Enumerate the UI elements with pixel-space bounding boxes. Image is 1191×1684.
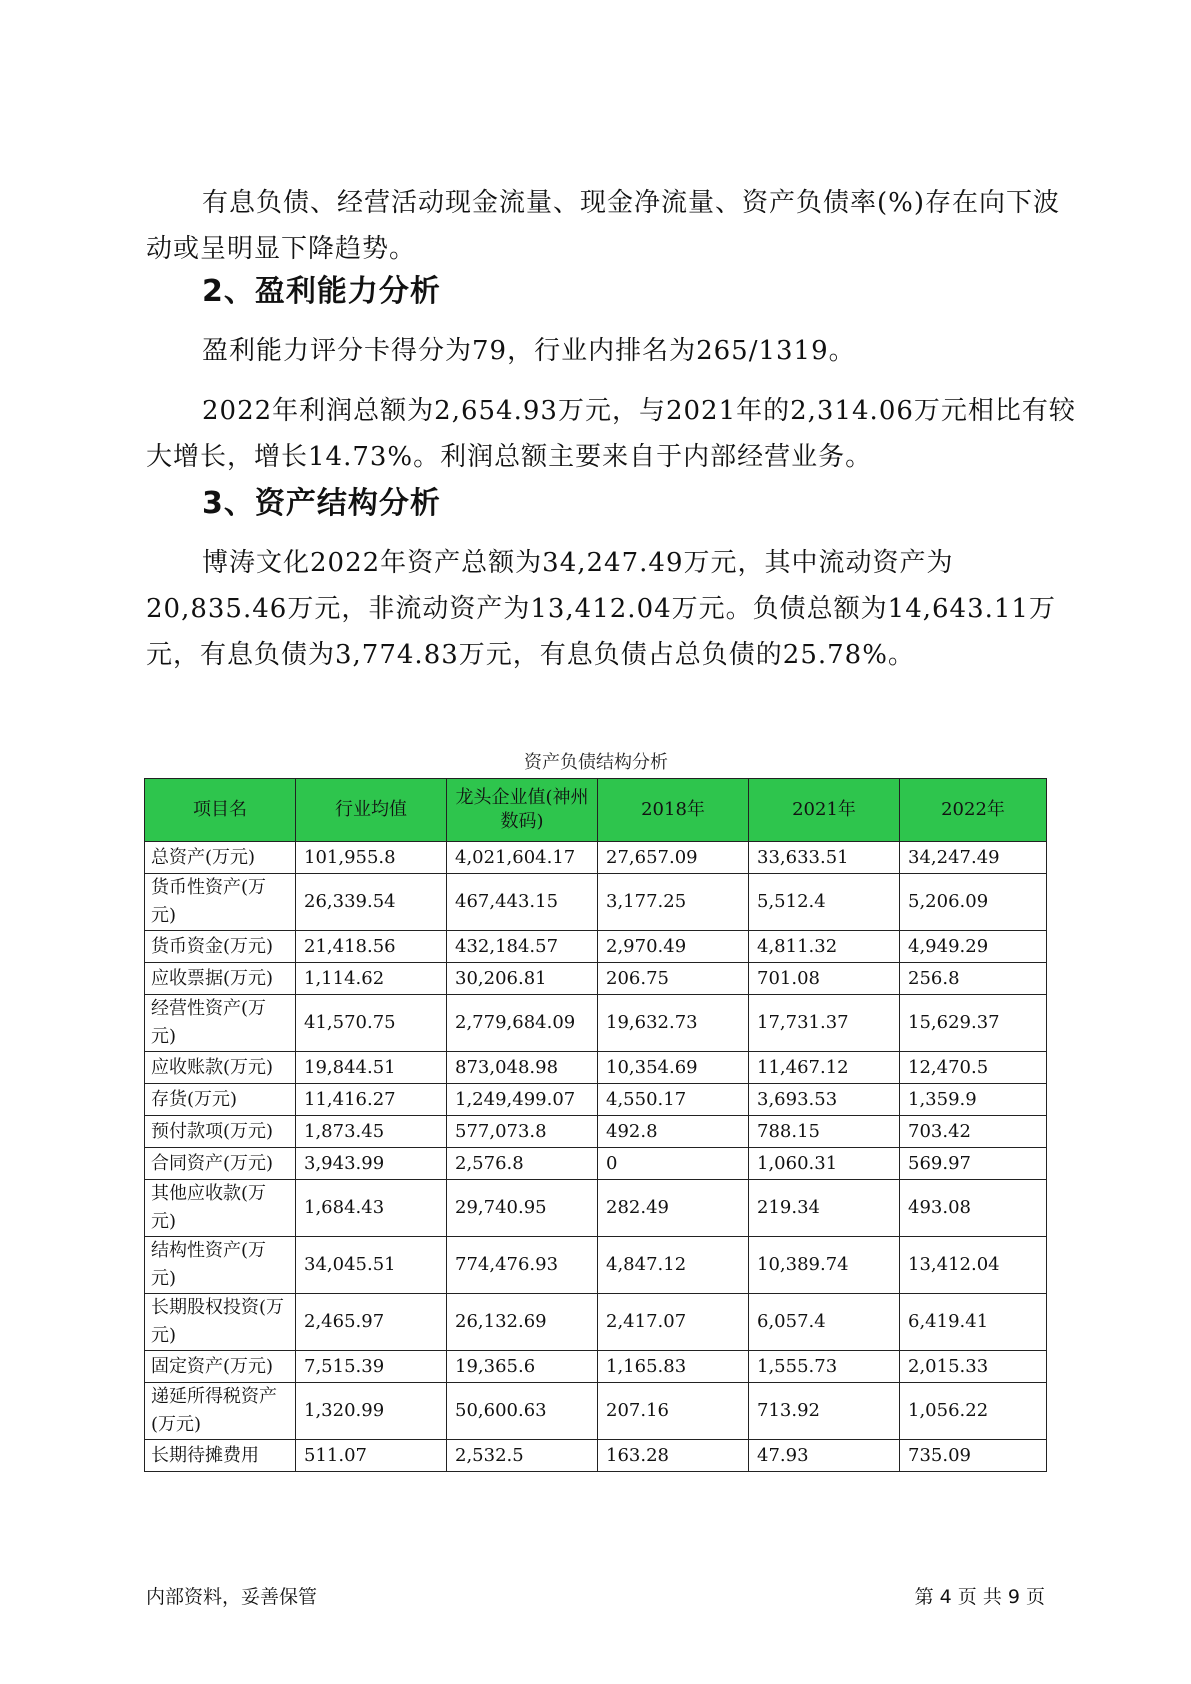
value-cell: 5,512.4 [749,874,900,931]
value-cell: 10,389.74 [749,1237,900,1294]
value-cell: 713.92 [749,1383,900,1440]
footer-confidential: 内部资料，妥善保管 [146,1586,318,1608]
value-cell: 2,576.8 [447,1148,598,1180]
table-row [145,1084,1047,1116]
row-label-cell: 应收账款(万元) [145,1052,296,1084]
value-cell: 1,060.31 [749,1148,900,1180]
value-cell: 701.08 [749,963,900,995]
heading-asset-structure: 3、资产结构分析 [202,486,441,521]
value-cell: 577,073.8 [447,1116,598,1148]
table-row [145,1180,1047,1237]
row-label-cell: 长期待摊费用 [145,1440,296,1472]
footer-page-number: 第 4 页 共 9 页 [914,1586,1045,1608]
value-cell: 2,532.5 [447,1440,598,1472]
value-cell: 17,731.37 [749,995,900,1052]
value-cell: 492.8 [598,1116,749,1148]
value-cell: 2,970.49 [598,931,749,963]
value-cell: 1,056.22 [900,1383,1047,1440]
value-cell: 27,657.09 [598,842,749,874]
value-cell: 30,206.81 [447,963,598,995]
value-cell: 15,629.37 [900,995,1047,1052]
value-cell: 3,943.99 [296,1148,447,1180]
value-cell: 6,419.41 [900,1294,1047,1351]
value-cell: 1,114.62 [296,963,447,995]
value-cell: 0 [598,1148,749,1180]
value-cell: 13,412.04 [900,1237,1047,1294]
value-cell: 873,048.98 [447,1052,598,1084]
value-cell: 735.09 [900,1440,1047,1472]
value-cell: 511.07 [296,1440,447,1472]
value-cell: 432,184.57 [447,931,598,963]
value-cell: 26,132.69 [447,1294,598,1351]
value-cell: 4,847.12 [598,1237,749,1294]
table-row [145,1440,1047,1472]
table-row [145,842,1047,874]
value-cell: 21,418.56 [296,931,447,963]
row-label-cell: 固定资产(万元) [145,1351,296,1383]
value-cell: 1,873.45 [296,1116,447,1148]
value-cell: 1,249,499.07 [447,1084,598,1116]
value-cell: 4,021,604.17 [447,842,598,874]
value-cell: 34,247.49 [900,842,1047,874]
value-cell: 256.8 [900,963,1047,995]
value-cell: 493.08 [900,1180,1047,1237]
value-cell: 7,515.39 [296,1351,447,1383]
paragraph-asset-summary: 博涛文化2022年资产总额为34,247.49万元，其中流动资产为20,835.46万元，非流动资产为13,412.04万元。负债总额为14,643.11万元，有息负债为3,774.83万元，有息负债占总负债的25.78%。 [146,548,1056,670]
value-cell: 19,632.73 [598,995,749,1052]
value-cell: 2,465.97 [296,1294,447,1351]
table-row [145,1383,1047,1440]
table-row [145,1116,1047,1148]
value-cell: 2,015.33 [900,1351,1047,1383]
row-label-cell: 结构性资产(万元) [145,1237,296,1294]
row-label-cell: 货币性资产(万元) [145,874,296,931]
value-cell: 5,206.09 [900,874,1047,931]
value-cell: 163.28 [598,1440,749,1472]
value-cell: 1,165.83 [598,1351,749,1383]
header-2021: 2021年 [749,779,900,842]
value-cell: 569.97 [900,1148,1047,1180]
asset-liability-table [144,778,1047,1472]
value-cell: 788.15 [749,1116,900,1148]
value-cell: 4,811.32 [749,931,900,963]
value-cell: 4,550.17 [598,1084,749,1116]
value-cell: 10,354.69 [598,1052,749,1084]
row-label-cell: 合同资产(万元) [145,1148,296,1180]
value-cell: 207.16 [598,1383,749,1440]
paragraph-interest-debt: 有息负债、经营活动现金流量、现金净流量、资产负债率(%)存在向下波动或呈明显下降趋势。 [146,188,1060,264]
value-cell: 3,177.25 [598,874,749,931]
value-cell: 33,633.51 [749,842,900,874]
value-cell: 774,476.93 [447,1237,598,1294]
table-row [145,1351,1047,1383]
value-cell: 11,467.12 [749,1052,900,1084]
value-cell: 1,359.9 [900,1084,1047,1116]
paragraph-profit-score: 盈利能力评分卡得分为79，行业内排名为265/1319。 [202,336,856,366]
value-cell: 41,570.75 [296,995,447,1052]
table-row [145,963,1047,995]
value-cell: 1,684.43 [296,1180,447,1237]
table-header-row [145,779,1047,842]
header-industry-avg: 行业均值 [296,779,447,842]
header-2022: 2022年 [900,779,1047,842]
table-row [145,874,1047,931]
table-row [145,1237,1047,1294]
value-cell: 19,844.51 [296,1052,447,1084]
value-cell: 34,045.51 [296,1237,447,1294]
row-label-cell: 预付款项(万元) [145,1116,296,1148]
value-cell: 19,365.6 [447,1351,598,1383]
heading-profitability: 2、盈利能力分析 [202,274,441,309]
value-cell: 3,693.53 [749,1084,900,1116]
table-caption: 资产负债结构分析 [524,752,668,773]
value-cell: 26,339.54 [296,874,447,931]
row-label-cell: 货币资金(万元) [145,931,296,963]
value-cell: 101,955.8 [296,842,447,874]
table-row [145,995,1047,1052]
header-2018: 2018年 [598,779,749,842]
header-leader-value: 龙头企业值(神州数码) [447,779,598,842]
value-cell: 11,416.27 [296,1084,447,1116]
value-cell: 219.34 [749,1180,900,1237]
value-cell: 1,320.99 [296,1383,447,1440]
header-item-name: 项目名 [145,779,296,842]
paragraph-total-profit: 2022年利润总额为2,654.93万元，与2021年的2,314.06万元相比有较大增长，增长14.73%。利润总额主要来自于内部经营业务。 [146,396,1076,472]
row-label-cell: 总资产(万元) [145,842,296,874]
value-cell: 2,779,684.09 [447,995,598,1052]
value-cell: 282.49 [598,1180,749,1237]
value-cell: 1,555.73 [749,1351,900,1383]
value-cell: 6,057.4 [749,1294,900,1351]
value-cell: 4,949.29 [900,931,1047,963]
table-row [145,1148,1047,1180]
row-label-cell: 经营性资产(万元) [145,995,296,1052]
row-label-cell: 递延所得税资产(万元) [145,1383,296,1440]
value-cell: 12,470.5 [900,1052,1047,1084]
row-label-cell: 应收票据(万元) [145,963,296,995]
value-cell: 467,443.15 [447,874,598,931]
table-row [145,1294,1047,1351]
table-row [145,1052,1047,1084]
value-cell: 47.93 [749,1440,900,1472]
table-row [145,931,1047,963]
value-cell: 2,417.07 [598,1294,749,1351]
value-cell: 50,600.63 [447,1383,598,1440]
row-label-cell: 其他应收款(万元) [145,1180,296,1237]
value-cell: 703.42 [900,1116,1047,1148]
value-cell: 29,740.95 [447,1180,598,1237]
row-label-cell: 长期股权投资(万元) [145,1294,296,1351]
value-cell: 206.75 [598,963,749,995]
row-label-cell: 存货(万元) [145,1084,296,1116]
